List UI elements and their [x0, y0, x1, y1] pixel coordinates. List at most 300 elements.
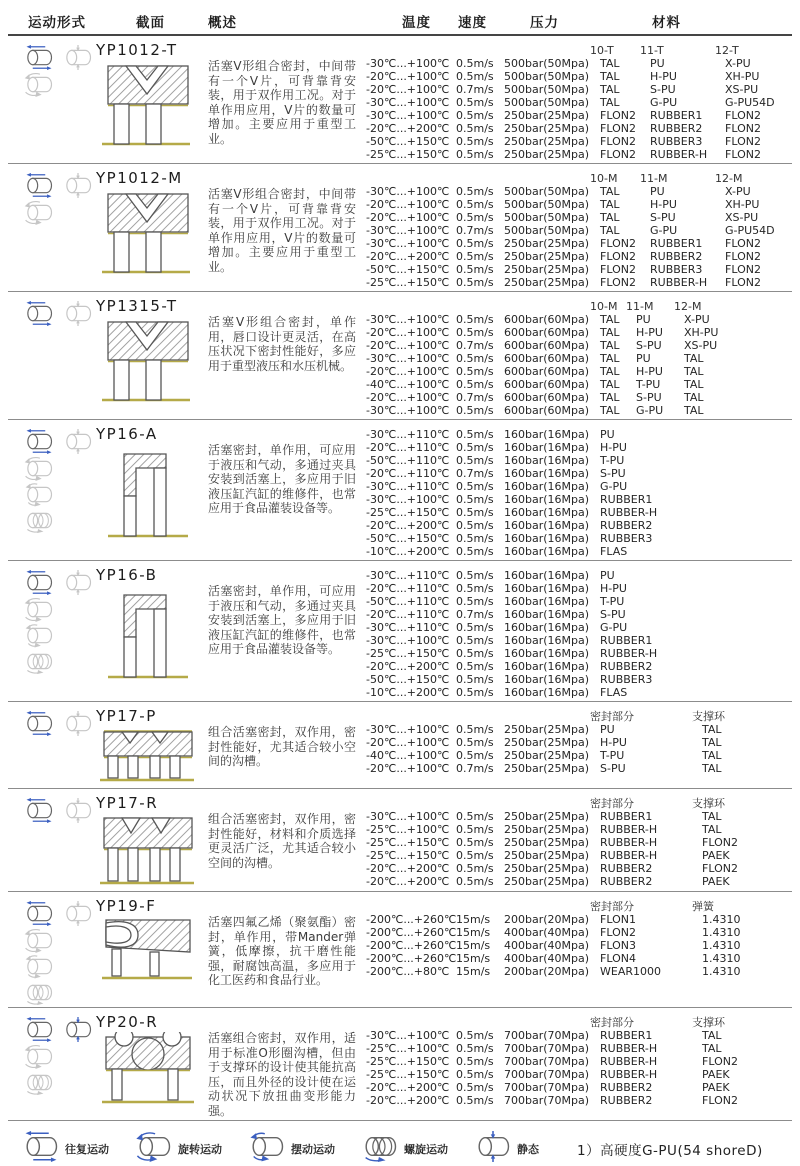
material-cell: PAEK — [702, 875, 730, 888]
cross-section-cell — [92, 295, 204, 417]
spec-row — [366, 582, 792, 595]
material-cell: FLON2 — [702, 862, 738, 875]
motion-icon-spiral — [22, 980, 56, 1005]
spec-row — [366, 965, 792, 978]
material-cell: TAL — [600, 224, 620, 237]
material-cell: G-PU — [600, 480, 628, 493]
spec-row — [366, 569, 792, 582]
material-cell: 1.4310 — [702, 913, 741, 926]
motion-icon-static — [61, 570, 95, 595]
motion-icon-static — [61, 301, 95, 326]
pressure-cell: 160bar(16Mpa) — [504, 647, 590, 660]
temperature-cell: -20℃...+110℃ — [366, 582, 450, 595]
material-cell: RUBBER2 — [650, 122, 703, 135]
temperature-cell: -50℃...+150℃ — [366, 135, 450, 148]
spec-row — [366, 109, 795, 122]
material-headers — [590, 172, 795, 185]
speed-cell: 0.7m/s — [456, 467, 494, 480]
pressure-cell: 700bar(70Mpa) — [504, 1042, 590, 1055]
pressure-cell: 160bar(16Mpa) — [504, 532, 590, 545]
spec-row — [366, 313, 792, 326]
temperature-cell: -200℃...+260℃ — [366, 913, 457, 926]
motion-icon-rotary — [22, 1044, 56, 1069]
spec-row — [366, 952, 792, 965]
cross-section-drawing-compact-short — [94, 726, 198, 782]
temperature-cell: -20℃...+100℃ — [366, 339, 450, 352]
spec-row — [366, 57, 795, 70]
temperature-cell: -20℃...+200℃ — [366, 875, 450, 888]
material-headers — [590, 1016, 792, 1029]
pressure-cell: 600bar(60Mpa) — [504, 326, 590, 339]
material-cell: RUBBER2 — [600, 1094, 653, 1107]
material-cell: FLON2 — [702, 1055, 738, 1068]
product-section-YP1012-T — [8, 36, 792, 164]
pressure-cell: 500bar(50Mpa) — [504, 224, 590, 237]
material-cell: FLON2 — [725, 148, 761, 161]
speed-cell: 0.5m/s — [456, 1094, 494, 1107]
speed-cell: 0.5m/s — [456, 313, 494, 326]
material-cell: RUBBER3 — [600, 673, 653, 686]
cross-section-drawing-u-cup — [94, 585, 198, 679]
speed-cell: 0.5m/s — [456, 237, 494, 250]
material-cell: WEAR1000 — [600, 965, 661, 978]
material-cell: RUBBER-H — [600, 1055, 658, 1068]
material-cell: PU — [650, 185, 665, 198]
speed-cell: 0.5m/s — [456, 621, 494, 634]
pressure-cell: 160bar(16Mpa) — [504, 634, 590, 647]
spec-row — [366, 135, 795, 148]
material-cell: G-PU54D — [725, 96, 775, 109]
pressure-cell: 500bar(50Mpa) — [504, 198, 590, 211]
product-section-YP20-R — [8, 1008, 792, 1121]
cross-section-cell — [92, 564, 204, 699]
pressure-cell: 250bar(25Mpa) — [504, 862, 590, 875]
spec-row — [366, 545, 792, 558]
material-cell: TAL — [702, 823, 722, 836]
speed-cell: 0.5m/s — [456, 378, 494, 391]
temperature-cell: -20℃...+200℃ — [366, 250, 450, 263]
motion-icon-reciprocating — [22, 45, 56, 70]
temperature-cell: -20℃...+110℃ — [366, 608, 450, 621]
temperature-cell: -25℃...+100℃ — [366, 823, 450, 836]
temperature-cell: -25℃...+150℃ — [366, 647, 450, 660]
product-section-YP17-R — [8, 789, 792, 892]
spec-row — [366, 1094, 792, 1107]
cross-section-drawing-v-seal-lip — [94, 316, 198, 402]
material-cell: TAL — [600, 198, 620, 211]
pressure-cell: 600bar(60Mpa) — [504, 365, 590, 378]
legend-label: 螺旋运动 — [404, 1142, 448, 1156]
pressure-cell: 250bar(25Mpa) — [504, 263, 590, 276]
material-header: 10-M — [590, 300, 618, 313]
material-cell: X-PU — [725, 57, 751, 70]
speed-cell: 0.5m/s — [456, 276, 494, 289]
material-cell: TAL — [600, 313, 620, 326]
temperature-cell: -30℃...+100℃ — [366, 1029, 450, 1042]
pressure-cell: 160bar(16Mpa) — [504, 467, 590, 480]
pressure-cell: 250bar(25Mpa) — [504, 762, 590, 775]
legend-item-rotary — [133, 1131, 222, 1166]
spec-table — [366, 564, 792, 699]
material-cell: RUBBER-H — [600, 849, 658, 862]
spec-table — [366, 792, 792, 889]
temperature-cell: -40℃...+100℃ — [366, 378, 450, 391]
material-cell: TAL — [600, 83, 620, 96]
spec-row — [366, 237, 795, 250]
spec-row — [366, 913, 792, 926]
spec-row — [366, 148, 795, 161]
temperature-cell: -30℃...+110℃ — [366, 428, 450, 441]
speed-cell: 0.5m/s — [456, 582, 494, 595]
motion-icon-spiral — [22, 508, 56, 533]
material-cell: FLON2 — [725, 135, 761, 148]
pressure-cell: 400bar(40Mpa) — [504, 926, 590, 939]
speed-cell: 0.7m/s — [456, 83, 494, 96]
temperature-cell: -25℃...+150℃ — [366, 1055, 450, 1068]
pressure-cell: 160bar(16Mpa) — [504, 454, 590, 467]
material-cell: FLON4 — [600, 952, 636, 965]
material-cell: RUBBER2 — [600, 862, 653, 875]
spec-row — [366, 404, 792, 417]
product-section-YP1012-M — [8, 164, 792, 292]
material-cell: FLON2 — [725, 250, 761, 263]
spec-table — [366, 705, 792, 786]
spec-row — [366, 1068, 792, 1081]
speed-cell: 0.5m/s — [456, 1029, 494, 1042]
spec-row — [366, 673, 792, 686]
material-cell: G-PU — [650, 224, 678, 237]
speed-cell: 0.5m/s — [456, 480, 494, 493]
material-cell: TAL — [600, 391, 620, 404]
speed-cell: 0.5m/s — [456, 1081, 494, 1094]
spec-row — [366, 467, 792, 480]
spec-row — [366, 185, 795, 198]
pressure-cell: 160bar(16Mpa) — [504, 506, 590, 519]
motion-icon-static — [472, 1131, 514, 1162]
spec-row — [366, 862, 792, 875]
pressure-cell: 600bar(60Mpa) — [504, 339, 590, 352]
material-header: 支撑环 — [692, 797, 725, 810]
temperature-cell: -20℃...+100℃ — [366, 198, 450, 211]
temperature-cell: -30℃...+100℃ — [366, 404, 450, 417]
spec-table — [366, 1011, 792, 1118]
material-cell: X-PU — [684, 313, 710, 326]
speed-cell: 0.5m/s — [456, 849, 494, 862]
temperature-cell: -200℃...+260℃ — [366, 939, 457, 952]
speed-cell: 15m/s — [456, 913, 491, 926]
material-cell: TAL — [702, 749, 722, 762]
product-description: 活塞密封，单作用，可应用于液压和气动，多通过夹具安装到活塞上，多应用于旧液压缸汽缸的维修件，也常应用于食品灌装设备等。 — [208, 584, 356, 656]
temperature-cell: -30℃...+100℃ — [366, 224, 450, 237]
speed-cell: 0.5m/s — [456, 862, 494, 875]
material-headers — [590, 797, 792, 810]
material-cell: RUBBER1 — [600, 1029, 653, 1042]
speed-cell: 0.5m/s — [456, 595, 494, 608]
speed-cell: 0.7m/s — [456, 608, 494, 621]
cross-section-drawing-u-cup — [94, 444, 198, 538]
spec-row — [366, 493, 792, 506]
material-cell: RUBBER2 — [600, 875, 653, 888]
material-header: 12-M — [715, 172, 743, 185]
spec-row — [366, 263, 795, 276]
pressure-cell: 700bar(70Mpa) — [504, 1068, 590, 1081]
speed-cell: 0.5m/s — [456, 875, 494, 888]
legend-label: 静态 — [517, 1142, 539, 1156]
speed-cell: 0.5m/s — [456, 135, 494, 148]
column-header-overview: 概述 — [208, 15, 237, 31]
material-cell: TAL — [600, 185, 620, 198]
speed-cell: 0.5m/s — [456, 686, 494, 699]
spec-row — [366, 428, 792, 441]
spec-table — [366, 39, 795, 161]
legend-item-spiral — [359, 1131, 448, 1166]
temperature-cell: -25℃...+150℃ — [366, 1068, 450, 1081]
temperature-cell: -30℃...+100℃ — [366, 493, 450, 506]
material-cell: S-PU — [650, 83, 676, 96]
material-cell: FLON2 — [600, 263, 636, 276]
spec-row — [366, 352, 792, 365]
motion-icon-spiral — [22, 649, 56, 674]
material-cell: G-PU — [636, 404, 664, 417]
spec-row — [366, 211, 795, 224]
temperature-cell: -30℃...+100℃ — [366, 313, 450, 326]
material-header: 11-T — [640, 44, 664, 57]
material-cell: XS-PU — [725, 211, 759, 224]
speed-cell: 0.5m/s — [456, 810, 494, 823]
product-name: YP1012-M — [96, 169, 183, 187]
material-cell: PU — [600, 723, 615, 736]
material-cell: PU — [636, 352, 651, 365]
spec-row — [366, 519, 792, 532]
material-cell: PU — [636, 313, 651, 326]
material-cell: X-PU — [725, 185, 751, 198]
material-header: 支撑环 — [692, 710, 725, 723]
speed-cell: 0.5m/s — [456, 823, 494, 836]
cross-section-cell — [92, 39, 204, 161]
material-cell: FLON2 — [725, 263, 761, 276]
motion-icons — [8, 167, 92, 289]
pressure-cell: 160bar(16Mpa) — [504, 673, 590, 686]
spec-table — [366, 167, 795, 289]
pressure-cell: 500bar(50Mpa) — [504, 83, 590, 96]
speed-cell: 0.5m/s — [456, 441, 494, 454]
temperature-cell: -20℃...+100℃ — [366, 83, 450, 96]
spec-row — [366, 608, 792, 621]
material-cell: FLON2 — [725, 109, 761, 122]
motion-icon-reciprocating — [22, 1017, 56, 1042]
column-header-material: 材料 — [652, 15, 681, 31]
product-sections — [8, 34, 792, 1121]
material-cell: TAL — [684, 378, 704, 391]
speed-cell: 0.5m/s — [456, 506, 494, 519]
spec-row — [366, 122, 795, 135]
product-description: 组合活塞密封，双作用，密封性能好，尤其适合较小空间的沟槽。 — [208, 725, 356, 768]
spec-row — [366, 849, 792, 862]
temperature-cell: -20℃...+100℃ — [366, 326, 450, 339]
material-cell: RUBBER3 — [600, 532, 653, 545]
motion-icon-static — [61, 1017, 95, 1042]
pressure-cell: 250bar(25Mpa) — [504, 250, 590, 263]
speed-cell: 0.5m/s — [456, 96, 494, 109]
legend-item-static — [472, 1131, 539, 1166]
column-header-pressure: 压力 — [530, 15, 559, 31]
material-cell: TAL — [600, 211, 620, 224]
cross-section-cell — [92, 895, 204, 1005]
pressure-cell: 250bar(25Mpa) — [504, 810, 590, 823]
motion-icon-oscillating — [246, 1131, 288, 1162]
cross-section-cell — [92, 1011, 204, 1118]
motion-icon-static — [61, 45, 95, 70]
temperature-cell: -30℃...+100℃ — [366, 96, 450, 109]
speed-cell: 0.5m/s — [456, 634, 494, 647]
spec-row — [366, 1042, 792, 1055]
material-cell: S-PU — [636, 339, 662, 352]
cross-section-cell — [92, 423, 204, 558]
speed-cell: 0.5m/s — [456, 519, 494, 532]
speed-cell: 0.5m/s — [456, 1055, 494, 1068]
speed-cell: 0.5m/s — [456, 211, 494, 224]
pressure-cell: 700bar(70Mpa) — [504, 1055, 590, 1068]
material-header: 11-M — [626, 300, 654, 313]
material-cell: 1.4310 — [702, 965, 741, 978]
pressure-cell: 700bar(70Mpa) — [504, 1094, 590, 1107]
speed-cell: 0.5m/s — [456, 836, 494, 849]
temperature-cell: -50℃...+150℃ — [366, 532, 450, 545]
pressure-cell: 160bar(16Mpa) — [504, 569, 590, 582]
spec-row — [366, 224, 795, 237]
product-description: 活塞密封，单作用，可应用于液压和气动，多通过夹具安装到活塞上，多应用于旧液压缸汽缸的维修件，也常应用于食品灌装设备等。 — [208, 443, 356, 515]
speed-cell: 0.5m/s — [456, 749, 494, 762]
motion-icon-rotary — [22, 456, 56, 481]
legend-item-oscillating — [246, 1131, 335, 1166]
speed-cell: 0.5m/s — [456, 122, 494, 135]
material-cell: H-PU — [650, 70, 677, 83]
spec-row — [366, 621, 792, 634]
spec-row — [366, 378, 792, 391]
speed-cell: 0.5m/s — [456, 198, 494, 211]
temperature-cell: -30℃...+110℃ — [366, 621, 450, 634]
product-name: YP19-F — [96, 897, 157, 915]
motion-icons — [8, 564, 92, 699]
temperature-cell: -30℃...+100℃ — [366, 810, 450, 823]
motion-icons — [8, 895, 92, 1005]
material-cell: FLON2 — [600, 135, 636, 148]
material-cell: FLON2 — [600, 109, 636, 122]
pressure-cell: 250bar(25Mpa) — [504, 148, 590, 161]
spec-table — [366, 295, 792, 417]
spec-row — [366, 836, 792, 849]
cross-section-drawing-ptfe-spring — [94, 916, 198, 980]
product-name: YP1315-T — [96, 297, 178, 315]
pressure-cell: 700bar(70Mpa) — [504, 1081, 590, 1094]
speed-cell: 0.7m/s — [456, 224, 494, 237]
material-cell: PAEK — [702, 1081, 730, 1094]
spec-row — [366, 823, 792, 836]
material-cell: RUBBER1 — [600, 810, 653, 823]
motion-icon-reciprocating — [22, 301, 56, 326]
motion-icon-spiral — [22, 1070, 56, 1095]
spec-row — [366, 339, 792, 352]
material-cell: FLON2 — [600, 237, 636, 250]
material-headers — [590, 300, 792, 313]
speed-cell: 0.5m/s — [456, 70, 494, 83]
cross-section-cell — [92, 167, 204, 289]
speed-cell: 0.5m/s — [456, 326, 494, 339]
product-description: 活塞组合密封，双作用，适用于标准O形圈沟槽，但由于支撑环的设计使其能抗高压，而且外径的设计使在运动状况下放扭曲变形能力强。 — [208, 1031, 356, 1118]
spec-row — [366, 723, 792, 736]
material-header: 11-M — [640, 172, 668, 185]
speed-cell: 0.5m/s — [456, 569, 494, 582]
pressure-cell: 250bar(25Mpa) — [504, 823, 590, 836]
cross-section-drawing-oring-support — [94, 1032, 198, 1106]
material-cell: FLON2 — [600, 926, 636, 939]
pressure-cell: 250bar(25Mpa) — [504, 276, 590, 289]
material-cell: H-PU — [636, 365, 663, 378]
spec-row — [366, 83, 795, 96]
temperature-cell: -30℃...+110℃ — [366, 480, 450, 493]
material-header: 10-M — [590, 172, 618, 185]
material-cell: TAL — [702, 1042, 722, 1055]
material-cell: RUBBER3 — [650, 135, 703, 148]
material-cell: 1.4310 — [702, 939, 741, 952]
material-cell: TAL — [684, 365, 704, 378]
product-name: YP17-P — [96, 707, 157, 725]
product-name: YP17-R — [96, 794, 159, 812]
pressure-cell: 160bar(16Mpa) — [504, 441, 590, 454]
temperature-cell: -30℃...+100℃ — [366, 723, 450, 736]
temperature-cell: -30℃...+100℃ — [366, 237, 450, 250]
material-cell: RUBBER-H — [600, 823, 658, 836]
temperature-cell: -20℃...+100℃ — [366, 762, 450, 775]
temperature-cell: -20℃...+200℃ — [366, 519, 450, 532]
speed-cell: 0.5m/s — [456, 109, 494, 122]
material-cell: FLON2 — [702, 836, 738, 849]
material-cell: FLAS — [600, 686, 628, 699]
temperature-cell: -25℃...+150℃ — [366, 836, 450, 849]
material-cell: FLON2 — [725, 276, 761, 289]
material-cell: RUBBER-H — [650, 148, 708, 161]
spec-table — [366, 895, 792, 1005]
product-name: YP16-A — [96, 425, 158, 443]
pressure-cell: 500bar(50Mpa) — [504, 185, 590, 198]
material-cell: PAEK — [702, 849, 730, 862]
material-cell: XH-PU — [725, 198, 760, 211]
cross-section-cell — [92, 792, 204, 889]
motion-icon-reciprocating — [20, 1131, 62, 1162]
material-cell: RUBBER2 — [650, 250, 703, 263]
pressure-cell: 400bar(40Mpa) — [504, 939, 590, 952]
spec-row — [366, 198, 795, 211]
speed-cell: 0.5m/s — [456, 532, 494, 545]
temperature-cell: -20℃...+110℃ — [366, 441, 450, 454]
temperature-cell: -50℃...+110℃ — [366, 454, 450, 467]
spec-row — [366, 595, 792, 608]
material-cell: S-PU — [600, 467, 626, 480]
pressure-cell: 250bar(25Mpa) — [504, 109, 590, 122]
temperature-cell: -10℃...+200℃ — [366, 545, 450, 558]
speed-cell: 0.7m/s — [456, 391, 494, 404]
material-cell: G-PU — [650, 96, 678, 109]
speed-cell: 0.5m/s — [456, 545, 494, 558]
motion-icon-rotary — [22, 200, 56, 225]
speed-cell: 0.5m/s — [456, 454, 494, 467]
spec-row — [366, 634, 792, 647]
motion-icon-static — [61, 798, 95, 823]
material-cell: RUBBER-H — [600, 836, 658, 849]
material-cell: T-PU — [600, 595, 625, 608]
material-cell: FLON1 — [600, 913, 636, 926]
pressure-cell: 160bar(16Mpa) — [504, 595, 590, 608]
